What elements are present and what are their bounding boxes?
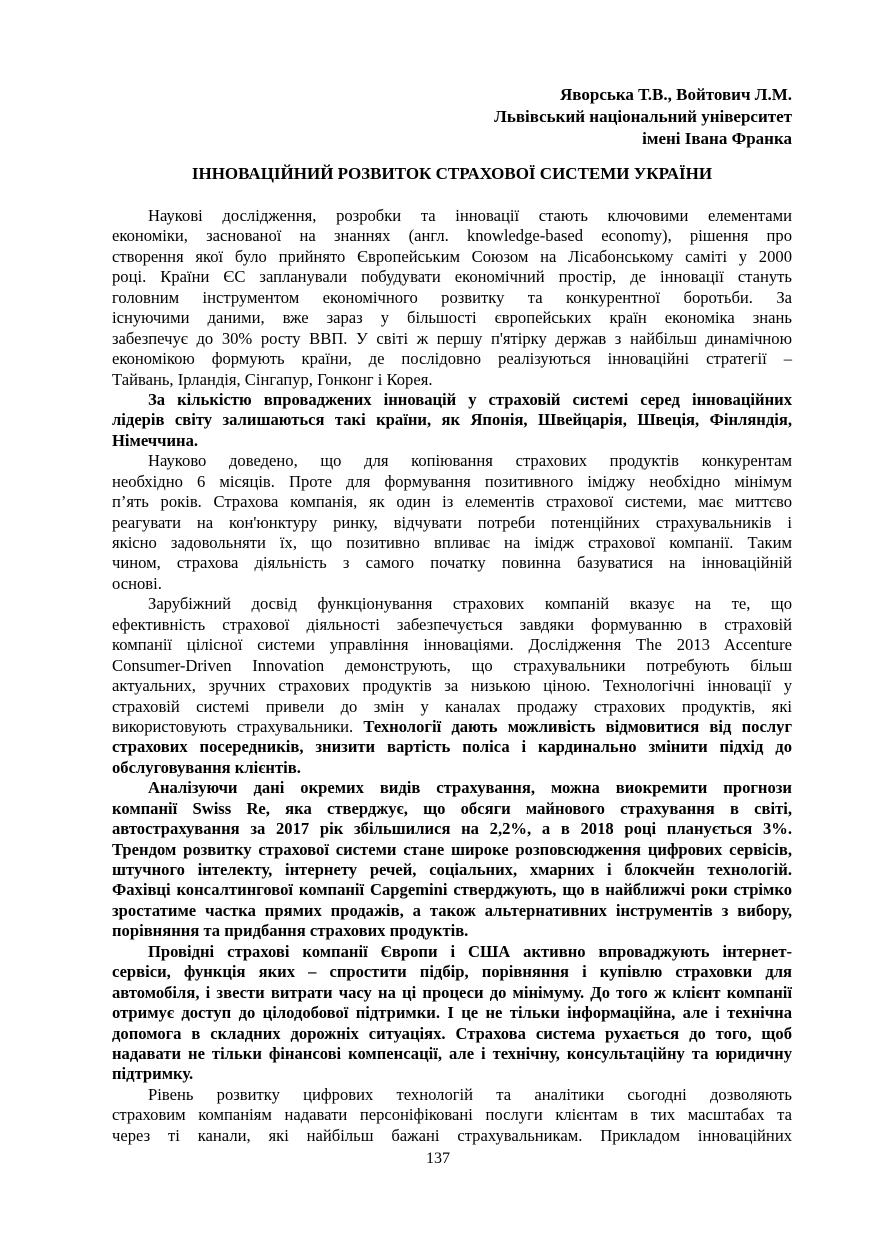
text-line: Consumer-Driven Innovation демонструють, що страхувальники потребують більш (112, 655, 792, 675)
affiliation-line-2: імені Івана Франка (642, 129, 792, 148)
text-line: актуальних, зручних страхових продуктів за низькою ціною. Технологічні інновації у (112, 676, 792, 696)
text-line: Провідні страхові компанії Європи і США активно впроваджують інтернет- (148, 941, 792, 961)
text-line: Тайвань, Ірландія, Сінгапур, Гонконг і Корея. (112, 369, 433, 389)
paragraph (112, 1085, 792, 1146)
text-line (112, 737, 792, 757)
paragraph (112, 451, 792, 594)
text-line: чином, страхова діяльність з самого початку повинна базуватися на інноваційній (112, 553, 792, 573)
text-line: порівняння та придбання страхових продуктів. (112, 921, 469, 941)
paragraph (112, 390, 792, 451)
text-line: страховим компаніям надавати персоніфіковані послуги клієнтам в тих масштабах та (112, 1105, 792, 1125)
text-line: автострахування за 2017 рік збільшилися на 2,2%, а в 2018 році планується 3%. (112, 819, 792, 839)
text-line: зростатиме частка прямих продажів, а також альтернативних інструментів з вибору, (112, 900, 792, 920)
affiliation-line-1: Львівський національний університет (494, 107, 792, 126)
bold-text-run: обслуговування клієнтів. (112, 757, 301, 777)
article-title: ІННОВАЦІЙНИЙ РОЗВИТОК СТРАХОВОЇ СИСТЕМИ УКРАЇНИ (191, 164, 713, 183)
text-line: отримує доступ до цілодобової підтримки. І це не тільки інформаційна, але і технічна (112, 1003, 792, 1023)
text-line: ефективність страхової діяльності забезпечується завдяки формуванню в страховій (112, 614, 792, 634)
text-line: допомога в складних дорожніх ситуаціях. Страхова система рухається до того, щоб (112, 1023, 792, 1043)
text-line: якісно задовольняти їх, що позитивно впливає на імідж страхової компанії. Таким (112, 533, 792, 552)
text-line: штучного інтелекту, інтернету речей, соціальних, хмарних і блокчейн технологій. (112, 860, 792, 879)
text-line: Наукові дослідження, розробки та інновації стають ключовими елементами (148, 206, 792, 225)
text-line: Рівень розвитку цифрових технологій та аналітики сьогодні дозволяють (148, 1084, 792, 1104)
text-line: Фахівці консалтингової компанії Capgemini стверджують, що в найближчі роки стрімко (112, 880, 792, 900)
text-line: За кількістю впроваджених інновацій у страховій системі серед інноваційних (148, 389, 792, 409)
text-line: економіки, заснованої на знаннях (англ. knowledge-based economy), рішення про (112, 226, 792, 246)
text-line: створення якої було прийнято Європейським Союзом на Лісабонському саміті у 2000 (112, 246, 792, 266)
text-line: Німеччина. (112, 430, 199, 450)
paragraph (112, 206, 792, 390)
text-line: автомобіля, і звести витрати часу на ці процеси до мінімуму. До того ж клієнт компанії (112, 982, 792, 1002)
text-line: році. Країни ЄС запланували побудувати економічний простір, де інновації стануть (112, 267, 792, 287)
text-line: необхідно 6 місяців. Проте для формування позитивного іміджу необхідно мінімум (112, 471, 792, 491)
text-run: використовують страхувальники. (112, 716, 364, 736)
text-line: підтримку. (112, 1064, 194, 1084)
article-body (112, 206, 792, 1146)
text-line: лідерів світу залишаються такі країни, як Японія, Швейцарія, Швеція, Фінляндія, (112, 410, 792, 430)
text-line: страховій системі привели до змін у каналах продажу страхових продуктів, які (112, 696, 792, 716)
text-line: економікою формують країни, де послідовно реалізуються інноваційні стратегії – (112, 349, 792, 369)
text-line: Зарубіжний досвід функціонування страхових компаній вказує на те, що (148, 594, 792, 614)
text-line: компанії цілісної системи управління інноваціями. Дослідження The 2013 Accenture (112, 635, 792, 655)
text-line: основі. (112, 573, 162, 593)
text-line: п’ять років. Страхова компанія, як один із елементів страхової системи, має миттєво (112, 492, 792, 512)
text-line (112, 717, 792, 737)
paragraph (112, 942, 792, 1085)
paragraph (112, 778, 792, 942)
text-line: Аналізуючи дані окремих видів страхування, можна виокремити прогнози (148, 778, 792, 798)
text-line: головним інструментом економічного розвитку та конкурентної боротьби. За (112, 287, 792, 307)
text-line: Науково доведено, що для копіювання страхових продуктів конкурентам (148, 451, 792, 471)
text-line: сервіси, функція яких – спростити підбір, порівняння і купівлю страховки для (112, 962, 792, 982)
text-line: надавати не тільки фінансові компенсації, але і технічну, консультаційну та юридичну (112, 1043, 792, 1063)
text-line: забезпечує до 30% росту ВВП. У світі ж першу п'ятірку держав з найбільш динамічною (112, 328, 792, 348)
page-number: 137 (426, 1150, 450, 1167)
text-line: Трендом розвитку страхової системи стане широке розповсюдження цифрових сервісів, (112, 839, 792, 859)
text-line: через ті канали, які найбільш бажані страхувальникам. Прикладом інноваційних (112, 1125, 792, 1145)
text-line (112, 758, 792, 778)
text-line: існуючими даними, вже зараз у більшості європейських країн економіка знань (112, 308, 792, 328)
paragraph (112, 594, 792, 778)
bold-text-run: страхових посередників, знизити вартість поліса і кардинально змінити підхід до (112, 737, 792, 757)
text-line: реагувати на кон'юнктуру ринку, відчувати потреби потенційних страхувальників і (112, 512, 792, 532)
authors: Яворська Т.В., Войтович Л.М. (560, 85, 792, 104)
text-line: компанії Swiss Re, яка стверджує, що обсяги майнового страхування в світі, (112, 798, 792, 818)
bold-text-run: Технології дають можливість відмовитися від послуг (363, 716, 792, 736)
